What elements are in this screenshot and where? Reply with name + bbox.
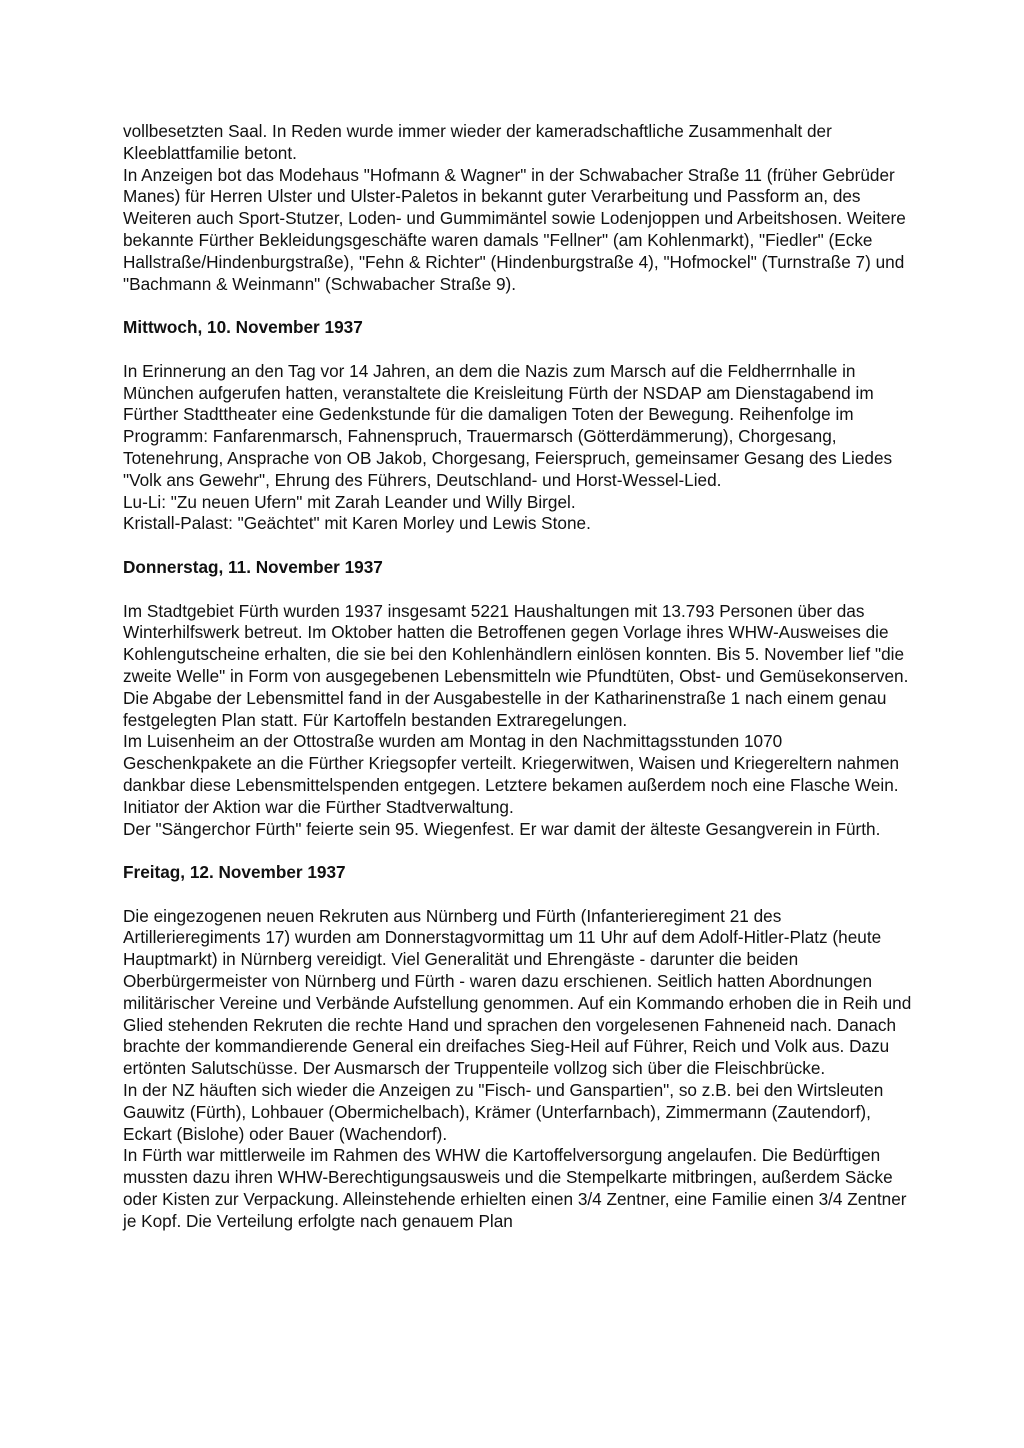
section-wednesday (123, 317, 913, 535)
paragraph: Die eingezogenen neuen Rekruten aus Nürnberg und Fürth (Infanterieregiment 21 des Artillerieregiments 17) wurden am Donnerstagvormittag um 11 Uhr auf dem Adolf-Hitler-Platz (heute Hauptmarkt) in Nürnberg vereidigt. Viel Generalität und Ehrengäste - darunter die beiden Oberbürgermeister von Nürnberg und Fürth - waren dazu erschienen. Seitlich hatten Abordnungen militärischer Vereine und Verbände Aufstellung genommen. Auf ein Kommando erhoben die in Reih und Glied stehenden Rekruten die rechte Hand und sprachen den vorgelesenen Fahneneid nach. Danach brachte der kommandierende General ein dreifaches Sieg-Heil auf Führer, Reich und Volk aus. Dazu ertönten Salutschüsse. Der Ausmarsch der Truppenteile vollzog sich über die Fleischbrücke. (123, 905, 912, 1079)
document-page (123, 121, 913, 1233)
paragraph: In Erinnerung an den Tag vor 14 Jahren, an dem die Nazis zum Marsch auf die Feldherrnhalle in München aufgerufen hatten, veranstaltete die Kreisleitung Fürth der NSDAP am Dienstagabend im Fürther Stadttheater eine Gedenkstunde für die damaligen Toten der Bewegung. Reihenfolge im Programm: Fanfarenmarsch, Fahnenspruch, Trauermarsch (Götterdämmerung), Chorgesang, Totenehrung, Ansprache von OB Jakob, Chorgesang, Feierspruch, gemeinsamer Gesang des Liedes "Volk ans Gewehr", Ehrung des Führers, Deutschland- und Horst-Wessel-Lied. (123, 360, 893, 490)
intro-section (123, 121, 913, 295)
paragraph: In Anzeigen bot das Modehaus "Hofmann & Wagner" in der Schwabacher Straße 11 (früher Gebrüder Manes) für Herren Ulster und Ulster-Paletos in bekannt guter Verarbeitung und Passform an, des Weiteren auch Sport-Stutzer, Loden- und Gummimäntel sowie Lodenjoppen und Arbeitshosen. Weitere bekannte Fürther Bekleidungsgeschäfte waren damals "Fellner" (am Kohlenmarkt), "Fiedler" (Ecke Hallstraße/Hindenburgstraße), "Fehn & Richter" (Hindenburgstraße 4), "Hofmockel" (Turnstraße 7) und "Bachmann & Weinmann" (Schwabacher Straße 9). (123, 164, 906, 294)
section-heading: Mittwoch, 10. November 1937 (123, 317, 363, 338)
paragraph: In der NZ häuften sich wieder die Anzeigen zu "Fisch- und Ganspartien", so z.B. bei den Wirtsleuten Gauwitz (Fürth), Lohbauer (Obermichelbach), Krämer (Unterfarnbach), Zimmermann (Zautendorf), Eckart (Bislohe) oder Bauer (Wachendorf). (123, 1080, 884, 1144)
section-friday (123, 862, 913, 1233)
paragraph: Im Stadtgebiet Fürth wurden 1937 insgesamt 5221 Haushaltungen mit 13.793 Personen über das Winterhilfswerk betreut. Im Oktober hatten die Betroffenen gegen Vorlage ihres WHW-Ausweises die Kohlengutscheine erhalten, die sie bei den Kohlenhändlern einlösen konnten. Bis 5. November lief "die zweite Welle" in Form von ausgegebenen Lebensmitteln wie Pfundtüten, Obst- und Gemüsekonserven. Die Abgabe der Lebensmittel fand in der Ausgabestelle in der Katharinenstraße 1 nach einem genau festgelegten Plan statt. Für Kartoffeln bestanden Extraregelungen. (123, 600, 909, 730)
section-thursday (123, 557, 913, 840)
paragraph: In Fürth war mittlerweile im Rahmen des WHW die Kartoffelversorgung angelaufen. Die Bedürftigen mussten dazu ihren WHW-Berechtigungsausweis und die Stempelkarte mitbringen, außerdem Säcke oder Kisten zur Verpackung. Alleinstehende erhielten einen 3/4 Zentner, eine Familie einen 3/4 Zentner je Kopf. Die Verteilung erfolgte nach genauem Plan (123, 1145, 907, 1231)
paragraph: Im Luisenheim an der Ottostraße wurden am Montag in den Nachmittagsstunden 1070 Geschenkpakete an die Fürther Kriegsopfer verteilt. Kriegerwitwen, Waisen und Kriegereltern nahmen dankbar diese Lebensmittelspenden entgegen. Letztere bekamen außerdem noch eine Flasche Wein. Initiator der Aktion war die Fürther Stadtverwaltung. (123, 731, 900, 817)
paragraph: vollbesetzten Saal. In Reden wurde immer wieder der kameradschaftliche Zusammenhalt der Kleeblattfamilie betont. (123, 121, 832, 163)
paragraph: Kristall-Palast: "Geächtet" mit Karen Morley und Lewis Stone. (123, 513, 591, 534)
section-heading: Donnerstag, 11. November 1937 (123, 556, 383, 577)
paragraph: Der "Sängerchor Fürth" feierte sein 95. Wiegenfest. Er war damit der älteste Gesangverein in Fürth. (123, 818, 881, 839)
paragraph: Lu-Li: "Zu neuen Ufern" mit Zarah Leander und Willy Birgel. (123, 491, 576, 512)
section-heading: Freitag, 12. November 1937 (123, 862, 346, 883)
